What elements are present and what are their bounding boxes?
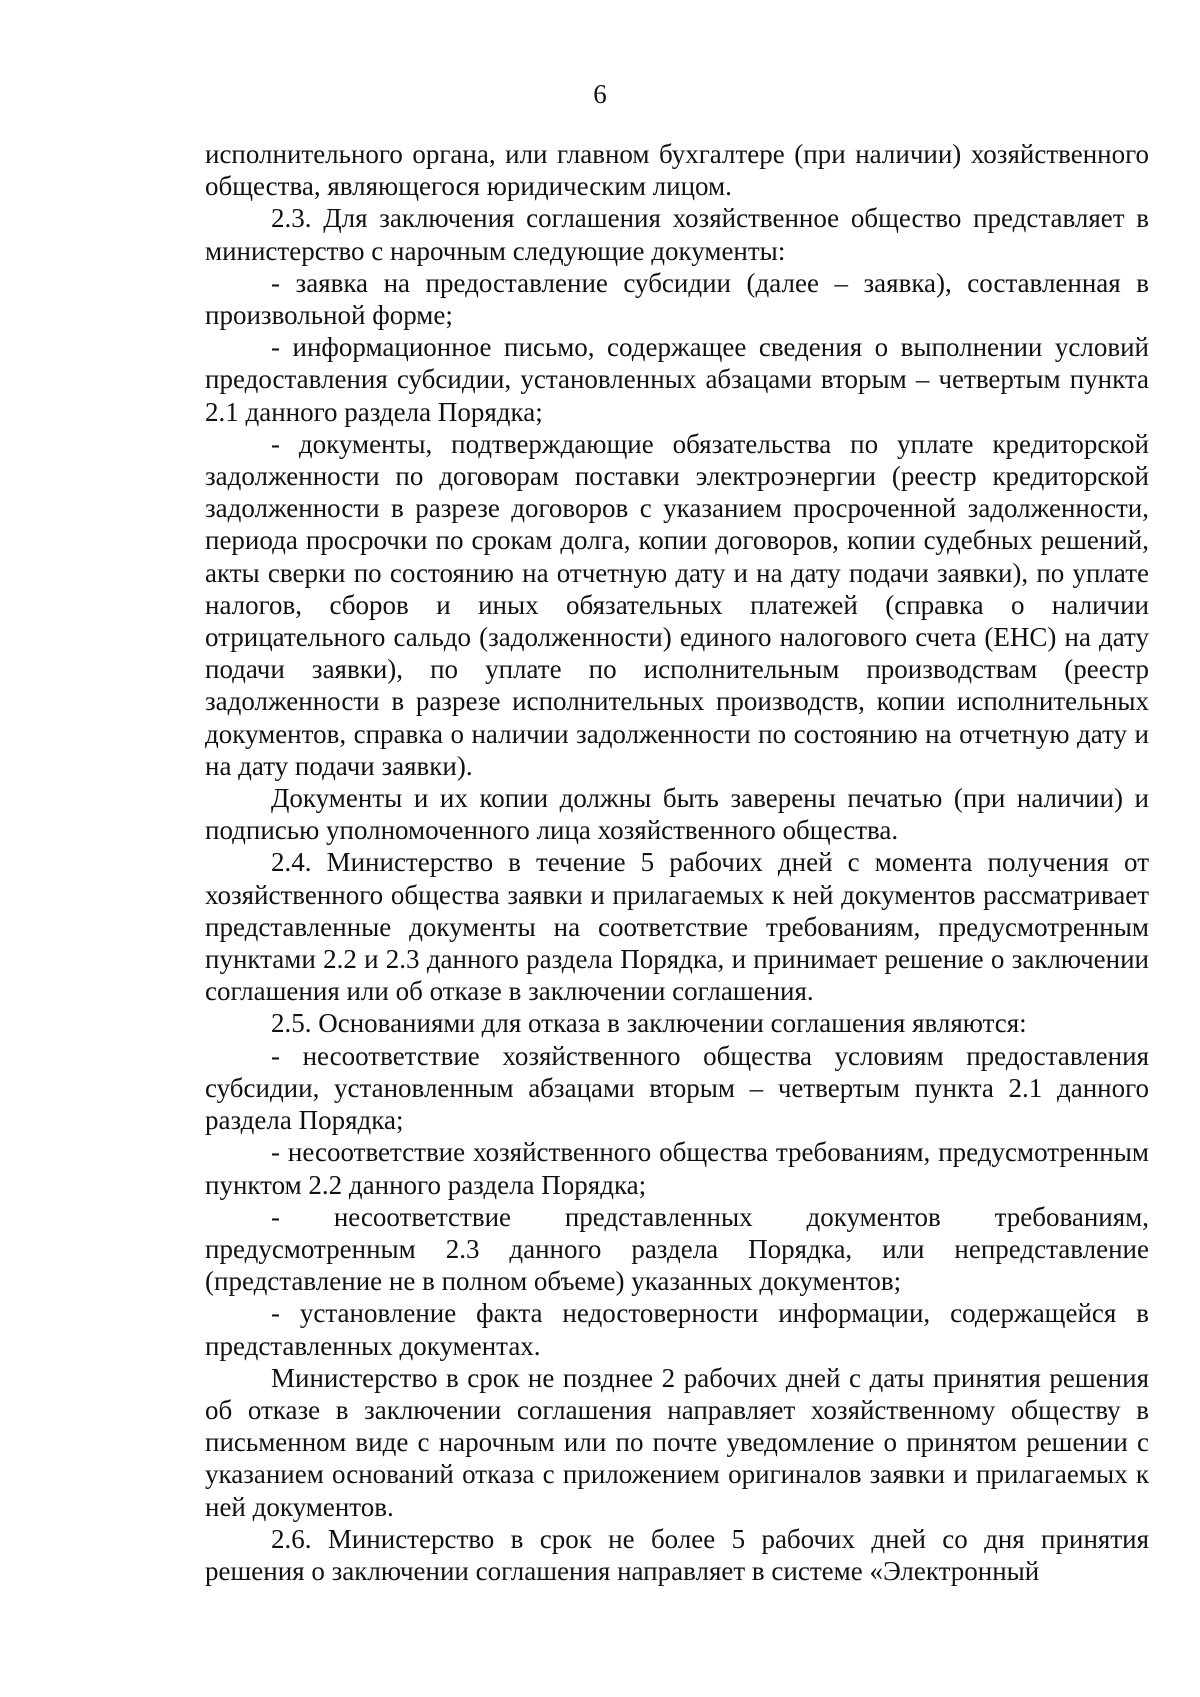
list-item-refusal-false-info: - установление факта недостоверности информации, содержащейся в представленных документах.	[205, 1298, 1149, 1361]
list-item-information-letter: - информационное письмо, содержащее сведения о выполнении условий предоставления субсидии, установленных абзацами вторым – четвертым пункта 2.1 данного раздела Порядка;	[205, 332, 1149, 427]
list-item-application: - заявка на предоставление субсидии (далее – заявка), составленная в произвольной форме;	[205, 267, 1149, 331]
page-number: 6	[593, 79, 607, 109]
paragraph-2-4: 2.4. Министерство в течение 5 рабочих дней с момента получения от хозяйственного общества заявки и прилагаемых к ней документов рассматривает представленные документы на соответствие требованиям, предусмотренным пунктами 2.2 и 2.3 данного раздела Порядка, и принимает решение о заключении соглашения или об отказе в заключении соглашения.	[205, 847, 1149, 1007]
list-item-debt-documents: - документы, подтверждающие обязательства по уплате кредиторской задолженности по договорам поставки электроэнергии (реестр кредиторской задолженности в разрезе договоров с указанием просроченной задолженности, периода просрочки по срокам долга, копии договоров, копии судебных решений, акты сверки по состоянию на отчетную дату и на дату подачи заявки), по уплате налогов, сборов и иных обязательных платежей (справка о наличии отрицательного сальдо (задолженности) единого налогового счета (ЕНС) на дату подачи заявки), по уплате по исполнительным производствам (реестр задолженности в разрезе исполнительных производств, копии исполнительных документов, справка о наличии задолженности по состоянию на отчетную дату и на дату подачи заявки).	[205, 428, 1149, 781]
document-body	[205, 138, 1149, 1587]
list-item-refusal-requirements: - несоответствие хозяйственного общества требованиям, предусмотренным пунктом 2.2 данного раздела Порядка;	[205, 1137, 1149, 1200]
paragraph-refusal-notice: Министерство в срок не позднее 2 рабочих дней с даты принятия решения об отказе в заключении соглашения направляет хозяйственному обществу в письменном виде с нарочным или по почте уведомление о принятом решении с указанием оснований отказа с приложением оригиналов заявки и прилагаемых к ней документов.	[205, 1362, 1149, 1522]
paragraph-2-5: 2.5. Основаниями для отказа в заключении соглашения являются:	[271, 1008, 1027, 1039]
paragraph-continuation: исполнительного органа, или главном бухгалтере (при наличии) хозяйственного общества, являющегося юридическим лицом.	[205, 139, 1149, 202]
paragraph-certification: Документы и их копии должны быть заверены печатью (при наличии) и подписью уполномоченного лица хозяйственного общества.	[205, 783, 1149, 846]
list-item-refusal-conditions: - несоответствие хозяйственного общества условиям предоставления субсидии, установленным абзацами вторым – четвертым пункта 2.1 данного раздела Порядка;	[205, 1040, 1149, 1136]
paragraph-2-6: 2.6. Министерство в срок не более 5 рабочих дней со дня принятия решения о заключении соглашения направляет в системе «Электронный	[205, 1523, 1149, 1586]
list-item-refusal-documents: - несоответствие представленных документов требованиям, предусмотренным 2.3 данного раздела Порядка, или непредставление (представление не в полном объеме) указанных документов;	[205, 1201, 1149, 1297]
paragraph-2-3: 2.3. Для заключения соглашения хозяйственное общество представляет в министерство с нарочным следующие документы:	[205, 203, 1149, 266]
